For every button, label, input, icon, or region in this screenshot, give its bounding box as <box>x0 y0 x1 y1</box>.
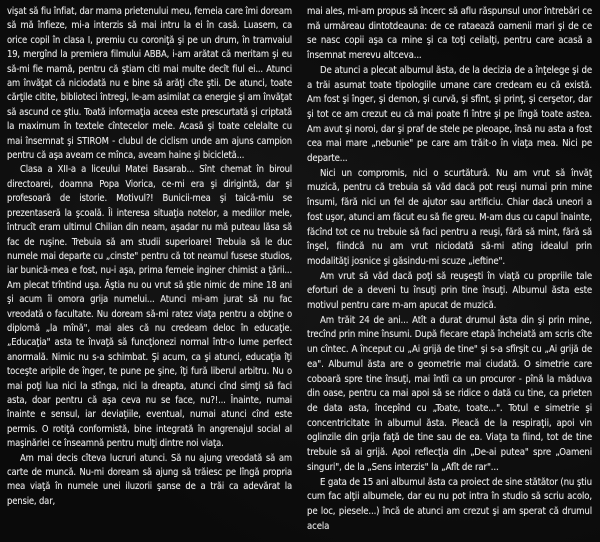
right-paragraph-1: mai ales, mi-am propus să încerc să aflu răspunsul unor întrebări ce mă urmăreau dintotdeauna: de ce rataează oamenii mari şi de ce se nasc copii aşa ca mine şi ca toţi ceilalţi, pentru care acasă a însemnat merevu altceva... <box>307 6 592 62</box>
left-paragraph-3: Am mai decis cîteva lucruri atunci. Să nu ajung vreodată să am carte de muncă. Nu-mi doream să ajung să trăiesc pe lîngă propria mea viaţă în numele unei iluzorii şanse de a trăi ca adevărat la pensie, dar, <box>7 452 292 507</box>
right-paragraph-3: Nici un compromis, nici o scurtătură. Nu am vrut să învăţ muzică, pentru că trebuia să văd dacă pot reuşi numai prin mine însumi, fără nici un fel de ajutor sau artificiu. Chiar dacă uneori a fost uşor, atunci am făcut eu să fie greu. M-am dus cu capul înainte, făcînd tot ce nu trebuie să faci pentru a reuşi, fără să mint, fără să înşel, fiindcă nu am vrut niciodată să-mi ating idealul prin modalităţi josnice şi găsindu-mi scuze „ieftine". <box>307 167 592 267</box>
right-paragraph-4: Am vrut să văd dacă poţi să reuşeşti în viaţă cu propriile tale eforturi de a deveni tu însuţi prin tine însuţi. Albumul ăsta este motivul pentru care m-am apucat de muzică. <box>307 270 592 312</box>
left-paragraph-2: Clasa a XII-a a liceului Matei Basarab... Sînt chemat în biroul directoarei, doamna Popa Viorica, ce-mi era şi dirigintă, dar şi profesoară de istorie. Motivul?! Bunicii-mea şi taică-miu se prezentaseră la şcoală. Îi interesa situaţia notelor, a mediilor mele, întrucît eram ultimul Chilian din neam, aşadar nu mă puteau lăsa să fac de ruşine. Trebuia să am studii superioare! Trebuia să le duc numele mai departe cu „cinste" pentru că tot neamul fusese studios, iar bunică-mea e fost, nu-i aşa, prima femeie inginer chimist a ţării... Am plecat trîntind uşa. Ăştia nu ou vrut să ştie nimic de mine 18 ani şi acum îi omora grija numelui... Atunci mi-am jurat să nu fac vreodată o facultate. Nu doream să-mi ratez viaţa pentru a obţine o diplomă „la mînă", mai ales că nu credeam deloc în educaţie. „Educaţia" asta te învaţă să funcţionezi normal într-o lume perfect anormală. Nimic nu s-a schimbat. Şi acum, ca şi atunci, educaţia îţi toceşte aripile de înger, te pune pe şine, îţi fură liberul arbitru. Nu o mai poţi lua nici la stînga, nici la dreapta, atunci cînd simţi să faci asta, doar pentru că aşa ceva nu se face, nu?!... Înainte, numai înainte e sensul, iar deviaţiile, eventual, numai atunci cînd este permis. O rotiţă conformistă, bine integrată în angrenajul social al maşinăriei ce înseamnă pentru mulţi dintre noi viaţa. <box>7 164 292 450</box>
right-paragraph-2: De atunci a plecat albumul ăsta, de la decizia de a înţelege şi de a trăi asumat toate tipologiile umane care credeam eu că există. Am fost şi înger, şi demon, şi curvă, şi sfînt, şi prinţ, şi cerşetor, dar şi tot ce am crezut eu că mai poate fi între şi pe lîngă toate astea. Am avut şi noroi, dar şi praf de stele pe pleoape, însă nu asta a fost cea mai mare „nebunie" pe care am trăit-o în viaţa mea. Nici pe departe... <box>307 64 592 165</box>
right-paragraph-5: Am trăit 24 de ani... Atît a durat drumul ăsta din şi prin mine, trecînd prin mine însumi. După fiecare etapă încheiată am scris cîte un cîntec. A început cu „Ai grijă de tine" şi s-a sfîrşit cu „Ai grijă de ea". Albumul ăsta are o geometrie mai ciudată. O simetrie care coboară spre tine însuţi, mai întîi ca un procuror - pînă la măduva din oase, pentru ca mai apoi să se ridice o dată cu tine, ca prieten de data asta, începînd cu „Toate, toate...". Totul e simetrie şi concentricitate în albumul ăsta. Pleacă de la respiraţii, apoi vin oglinzile din grija faţă de tine sau de ea. Viaţa ta fiind, tot de tine trebuie să ai grijă. Apoi reflecţia din „De-ai putea" spre „Oameni singuri", de la „Sens interzis" la „Afît de rar"... <box>307 314 592 473</box>
left-text-column <box>7 5 292 509</box>
left-paragraph-1: vişat să fiu înfiat, dar mama prietenului meu, femeia care îmi doream să mă înfieze, mi-a interzis să mai intru la ei în casă. Luasem, ca orice copil în clasa I, premiu cu coroniţă şi pe un drum, în tramvaiul 19, mergînd la premiera filmului ABBA, i-am arătat că meritam şi eu să-mi fie mamă, pentru că ştiam citi mai multe decît fiul ei... Atunci am învăţat că niciodată nu e bine să arăţi cîte ştii. De atunci, toate cărţile citite, biblioteci întregi, le-am asimilat ca energie şi am învăţat să ascund ce ştiu. Toată informaţia aceea este prescurtată şi criptată la maximum în textele cîntecelor mele. Acasă şi toate celelalte cu mai însemnat şi STIROM - clubul de ciclism unde am ajuns campion pentru că aşa aveam ce mînca, aveam haine şi bicicletă... <box>7 6 292 162</box>
right-text-column <box>307 5 592 534</box>
right-paragraph-6: E gata de 15 ani albumul ăsta ca proiect de sine stătător (nu ştiu cum fac alţii albumele, dar eu nu pot intra în studio să scriu acolo, pe loc, piesele...) încă de atunci am crezut şi am sperat că drumul acela <box>307 476 592 532</box>
